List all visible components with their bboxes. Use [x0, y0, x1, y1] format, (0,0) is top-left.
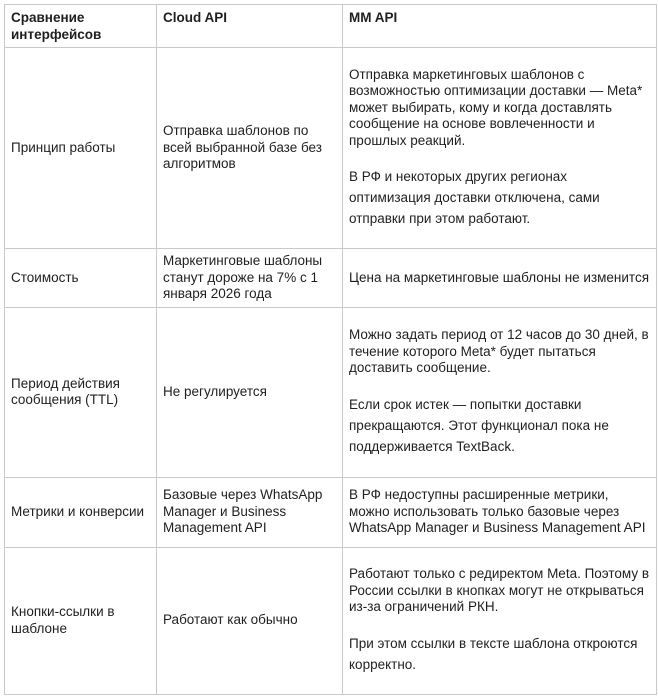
- row-label-buttons: Кнопки-ссылки в шаблоне: [5, 547, 157, 694]
- mm-principle-text-2: В РФ и некоторых других регионах оптимизация доставки отключена, сами отправки при этом работают.: [349, 169, 600, 227]
- mm-cell-ttl: [343, 307, 657, 477]
- mm-ttl-text-1: Можно задать период от 12 часов до 30 дней, в течение которого Meta* будет пытаться доставить сообщение.: [349, 327, 649, 376]
- mm-principle-text-1: Отправка маркетинговых шаблонов с возможностью оптимизации доставки — Meta* может выбирать, кому и когда доставлять сообщение на основе вовлеченности и прошлых реакций.: [349, 66, 643, 148]
- table-row-cost: [5, 249, 657, 308]
- cloud-cell-principle: Отправка шаблонов по всей выбранной базе без алгоритмов: [157, 48, 343, 249]
- mm-cell-principle: [343, 48, 657, 249]
- cloud-cell-cost: Маркетинговые шаблоны станут дороже на 7% с 1 января 2026 года: [157, 249, 343, 308]
- cloud-cell-buttons: Работают как обычно: [157, 547, 343, 694]
- mm-buttons-text-1: Работают только с редиректом Meta. Поэтому в России ссылки в кнопках могут не открываться из-за ограничений РКН.: [349, 566, 650, 615]
- table-row-principle: [5, 48, 657, 249]
- mm-cell-buttons: [343, 547, 657, 694]
- table-row-metrics: [5, 477, 657, 547]
- table-row-buttons: [5, 547, 657, 694]
- mm-ttl-text-2: Если срок истек — попытки доставки прекращаются. Этот функционал пока не поддерживается TextBack.: [349, 396, 609, 454]
- row-label-principle: Принцип работы: [5, 48, 157, 249]
- table-row-ttl: [5, 307, 657, 477]
- mm-cell-cost: Цена на маркетинговые шаблоны не изменится: [343, 249, 657, 308]
- header-row: [5, 5, 657, 48]
- mm-cell-metrics: В РФ недоступны расширенные метрики, можно использовать только базовые через WhatsApp Manager и Business Management API: [343, 477, 657, 547]
- cloud-cell-metrics: Базовые через WhatsApp Manager и Business Management API: [157, 477, 343, 547]
- header-mm-api: MM API: [343, 5, 657, 48]
- header-compare: Сравнение интерфейсов: [5, 5, 157, 48]
- cloud-cell-ttl: Не регулируется: [157, 307, 343, 477]
- mm-buttons-text-2: При этом ссылки в тексте шаблона откроются корректно.: [349, 635, 638, 672]
- comparison-table: [4, 4, 657, 695]
- row-label-ttl: Период действия сообщения (TTL): [5, 307, 157, 477]
- row-label-metrics: Метрики и конверсии: [5, 477, 157, 547]
- row-label-cost: Стоимость: [5, 249, 157, 308]
- header-cloud-api: Cloud API: [157, 5, 343, 48]
